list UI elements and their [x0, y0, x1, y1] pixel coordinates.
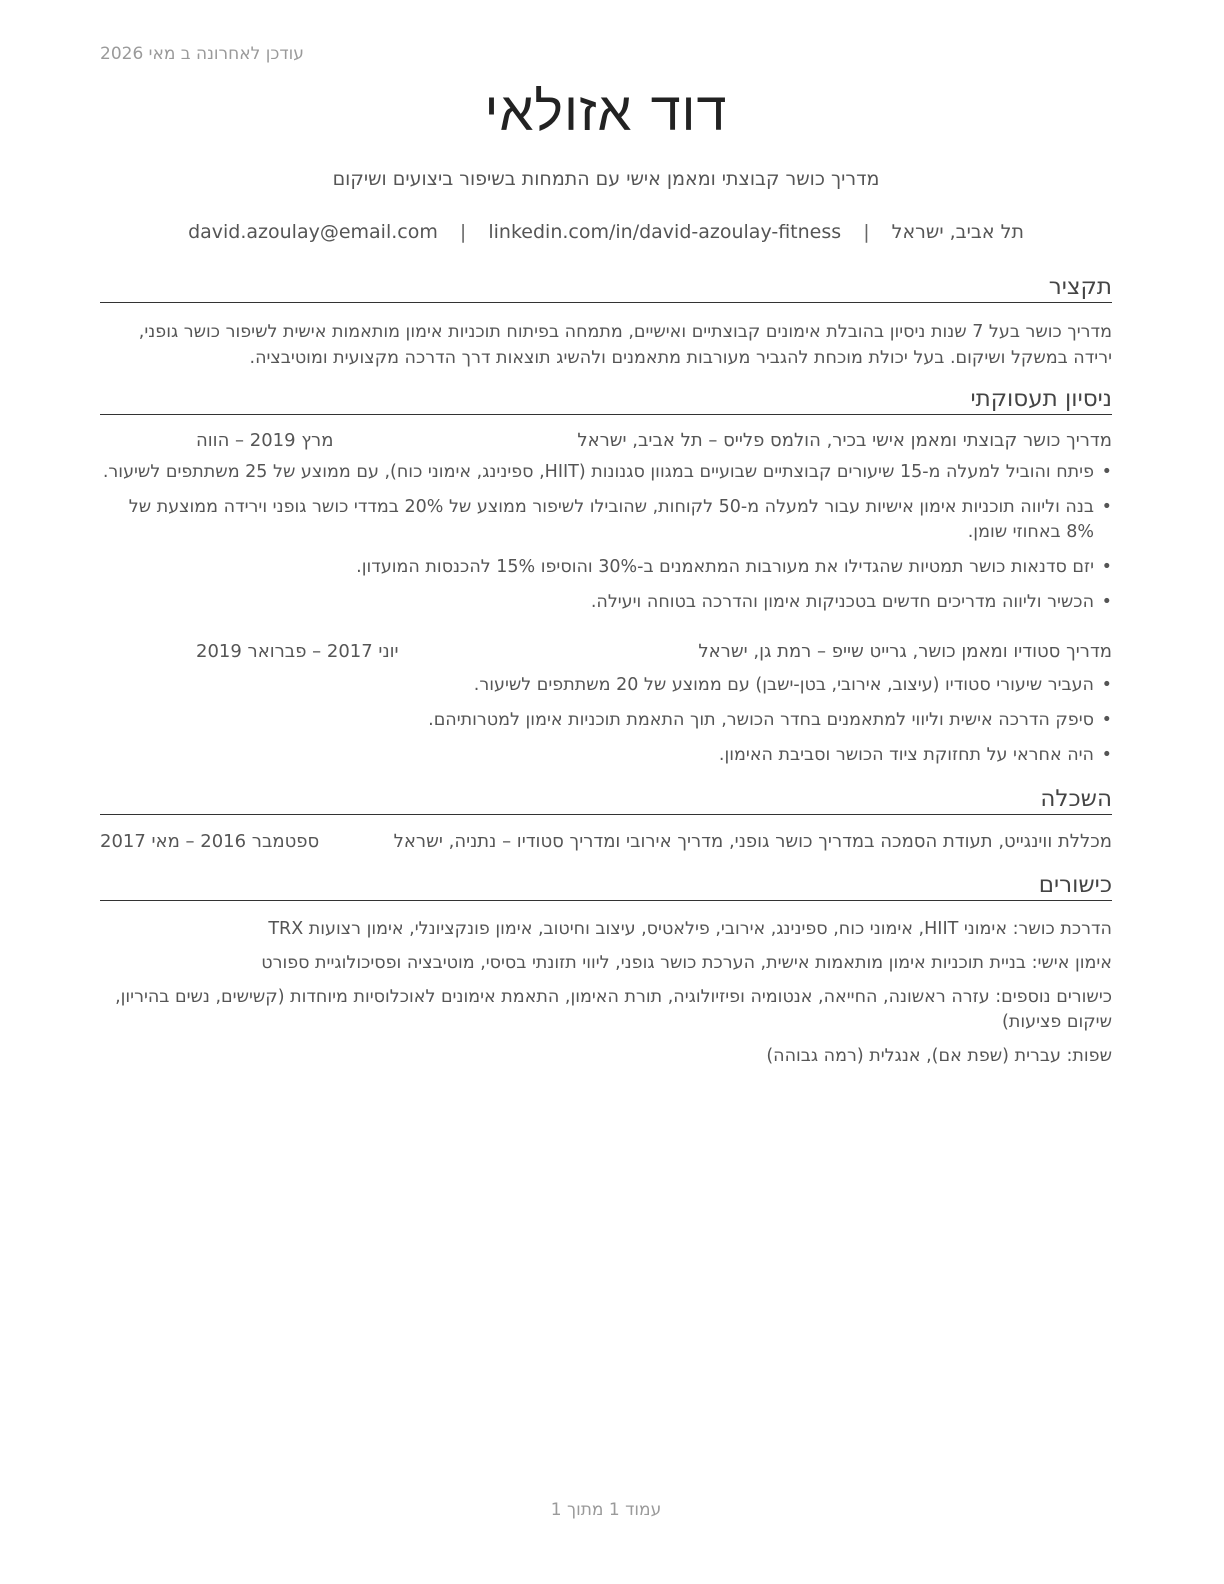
education-dates: ספטמבר 2016 – מאי 2017 [100, 831, 320, 852]
job-dates: מרץ 2019 – הווה [196, 430, 334, 451]
contact-email[interactable]: david.azoulay@email.com [188, 221, 438, 243]
section-title-experience: ניסיון תעסוקתי [100, 386, 1112, 415]
candidate-name: דוד אזולאי [484, 80, 728, 143]
job-bullet: • העביר שיעורי סטודיו (עיצוב, אירובי, בטן-ישבן) עם ממוצע של 20 משתתפים לשיעור. [100, 673, 1112, 698]
job-bullet: • סיפק הדרכה אישית וליווי למתאמנים בחדר הכושר, תוך התאמת תוכניות אימון למטרותיהם. [100, 708, 1112, 733]
job-header [100, 641, 1112, 667]
resume-page [100, 0, 1112, 1584]
job-bullet: • יזם סדנאות כושר תמטיות שהגדילו את מעורבות המתאמנים ב-30% והוסיפו 15% להכנסות המועדון. [100, 555, 1112, 580]
skills-item: הדרכת כושר: אימוני HIIT, אימוני כוח, ספינינג, אירובי, פילאטיס, עיצוב וחיטוב, אימון פונקציונלי, אימון רצועות TRX [268, 919, 1112, 939]
summary-text: מדריך כושר בעל 7 שנות ניסיון בהובלת אימונים קבוצתיים ואישיים, מתמחה בפיתוח תוכניות אימון מותאמות אישית לשיפור כושר גופני, ירידה במשקל ושיקום. בעל יכולת מוכחת להגביר מעורבות מתאמנים ולהשיג תוצאות דרך הדרכה מקצועית ומוטיבציה. [138, 322, 1112, 368]
contact-location: תל אביב, ישראל [891, 221, 1024, 243]
education-title: מכללת ווינגייט, תעודת הסמכה במדריך כושר גופני, מדריך אירובי ומדריך סטודיו – נתניה, ישראל [393, 831, 1112, 852]
section-title-skills: כישורים [100, 872, 1112, 901]
education-entry [100, 831, 1112, 857]
job-header [100, 430, 1112, 456]
contact-linkedin[interactable]: linkedin.com/in/david-azoulay-fitness [488, 221, 842, 243]
job-bullets [100, 673, 1112, 778]
job-bullet: • פיתח והוביל למעלה מ-15 שיעורים קבוצתיים שבועיים במגוון סגנונות (HIIT, ספינינג, אימוני כוח), עם ממוצע של 25 משתתפים לשיעור. [100, 460, 1112, 485]
contact-separator: | [459, 221, 467, 243]
job-bullet: • היה אחראי על תחזוקת ציוד הכושר וסביבת האימון. [100, 743, 1112, 768]
job-title: מדריך סטודיו ומאמן כושר, גרייט שייפ – רמת גן, ישראל [698, 641, 1112, 662]
skills-item: כישורים נוספים: עזרה ראשונה, החייאה, אנטומיה ופיזיולוגיה, תורת האימון, התאמת אימונים לאוכלוסיות מיוחדות (קשישים, נשים בהיריון, שיקום פציעות) [115, 987, 1112, 1032]
contact-line [100, 221, 1112, 243]
job-bullets [100, 460, 1112, 625]
last-updated-note: עודכן לאחרונה ב מאי 2026 [100, 44, 304, 64]
job-bullet: • הכשיר וליווה מדריכים חדשים בטכניקות אימון והדרכה בטוחה ויעילה. [100, 590, 1112, 615]
contact-separator: | [863, 221, 870, 243]
skills-list [100, 917, 1112, 1078]
skills-item: שפות: עברית (שפת אם), אנגלית (רמה גבוהה) [766, 1046, 1112, 1066]
section-title-summary: תקציר [100, 274, 1112, 303]
job-title: מדריך כושר קבוצתי ומאמן אישי בכיר, הולמס פלייס – תל אביב, ישראל [577, 430, 1112, 451]
page-number: עמוד 1 מתוך 1 [550, 1500, 662, 1520]
skills-item: אימון אישי: בניית תוכניות אימון מותאמות אישית, הערכת כושר גופני, ליווי תזונתי בסיסי, מוטיבציה ופסיכולוגיית ספורט [261, 953, 1112, 973]
section-title-education: השכלה [100, 786, 1112, 815]
candidate-headline: מדריך כושר קבוצתי ומאמן אישי עם התמחות בשיפור ביצועים ושיקום [332, 168, 880, 190]
job-dates: יוני 2017 – פברואר 2019 [196, 641, 399, 662]
job-bullet: • בנה וליווה תוכניות אימון אישיות עבור למעלה מ-50 לקוחות, שהובילו לשיפור ממוצע של 20% במדדי כושר גופני וירידה ממוצעת של 8% באחוזי שומן. [100, 495, 1112, 545]
